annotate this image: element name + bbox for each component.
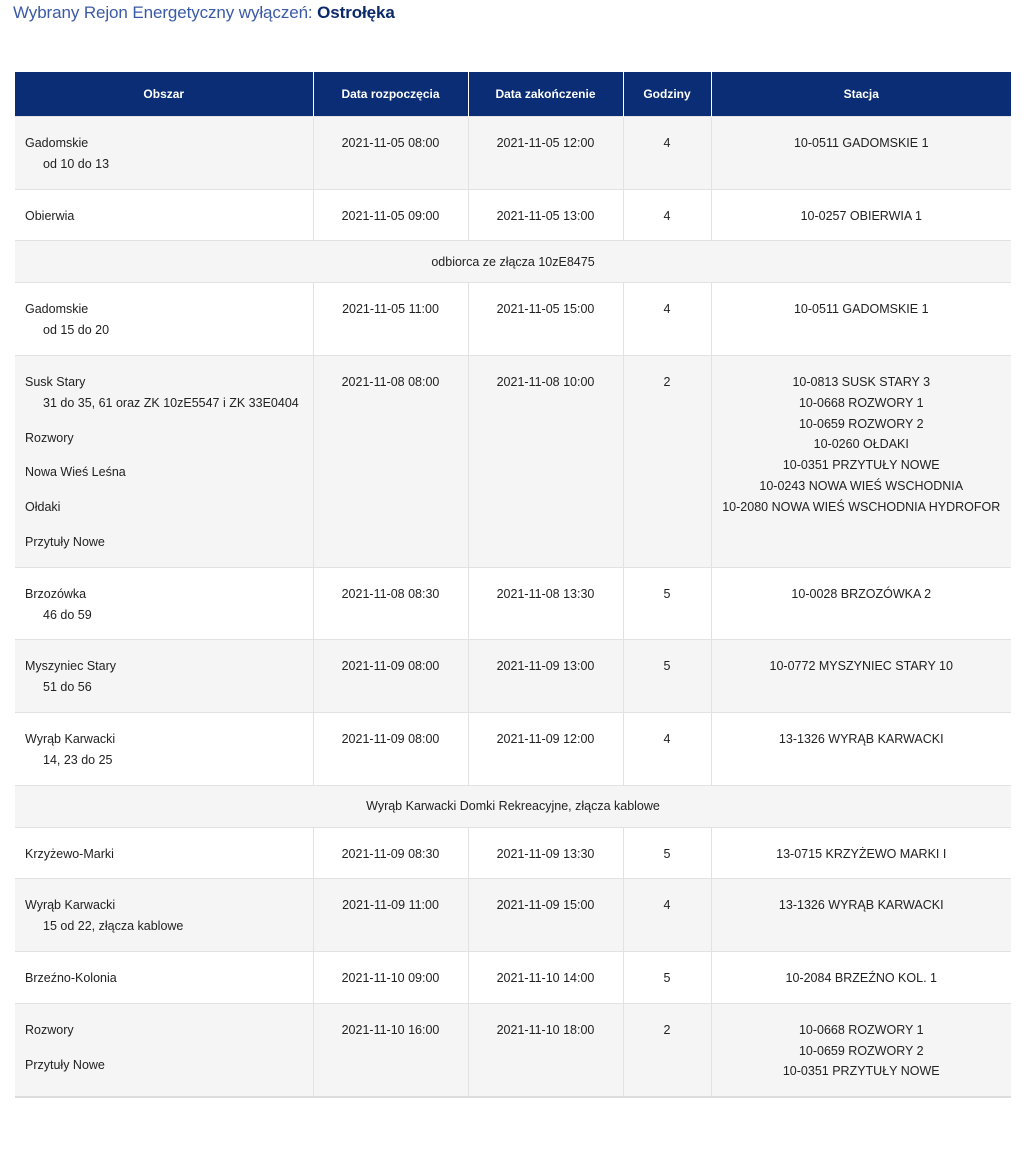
area-detail: 31 do 35, 61 oraz ZK 10zE5547 i ZK 33E0404 (43, 395, 299, 410)
start-date-cell: 2021-11-09 08:00 (313, 640, 468, 713)
station-name: 10-0772 MYSZYNIEC STARY 10 (769, 659, 953, 674)
station-cell (711, 355, 1011, 567)
station-cell (711, 117, 1011, 190)
station-name: 10-0813 SUSK STARY 3 (792, 374, 931, 389)
station-name: 10-0351 PRZYTUŁY NOWE (782, 1064, 940, 1079)
area-entry (25, 206, 312, 227)
table-row (15, 712, 1011, 785)
header-row (15, 72, 1011, 117)
start-date-cell: 2021-11-08 08:00 (313, 355, 468, 567)
area-cell (15, 712, 313, 785)
station-name: 10-0028 BRZOZÓWKA 2 (791, 586, 932, 601)
table-row (15, 283, 1011, 356)
column-header-area[interactable]: Obszar (15, 72, 313, 117)
area-name: Rozwory (25, 1022, 74, 1037)
station-cell (711, 1003, 1011, 1096)
area-entry (25, 968, 312, 989)
start-date-cell: 2021-11-09 11:00 (313, 879, 468, 952)
area-cell (15, 117, 313, 190)
station-cell (711, 827, 1011, 879)
station-cell (711, 283, 1011, 356)
area-entry (25, 1055, 312, 1076)
area-entry (25, 656, 312, 698)
area-name: Ołdaki (25, 500, 61, 515)
area-name: Susk Stary (25, 374, 86, 389)
station-name: 13-1326 WYRĄB KARWACKI (778, 898, 944, 913)
area-entry (25, 844, 312, 865)
outage-table-container (15, 72, 1011, 1098)
hours-cell: 4 (623, 117, 711, 190)
end-date-cell: 2021-11-09 12:00 (468, 712, 623, 785)
area-name: Rozwory (25, 430, 74, 445)
area-name: Przytuły Nowe (25, 1057, 105, 1072)
heading-region: Ostrołęka (317, 3, 395, 22)
area-name: Przytuły Nowe (25, 534, 105, 549)
hours-cell: 4 (623, 189, 711, 241)
heading-prefix: Wybrany Rejon Energetyczny wyłączeń: (13, 3, 313, 22)
table-row (15, 1003, 1011, 1096)
area-detail: 15 od 22, złącza kablowe (43, 919, 184, 934)
end-date-cell: 2021-11-10 18:00 (468, 1003, 623, 1096)
column-header-end-date[interactable]: Data zakończenie (468, 72, 623, 117)
table-row (15, 355, 1011, 567)
station-name: 13-1326 WYRĄB KARWACKI (778, 731, 944, 746)
start-date-cell: 2021-11-05 08:00 (313, 117, 468, 190)
station-name: 10-0351 PRZYTUŁY NOWE (782, 458, 940, 473)
area-cell (15, 283, 313, 356)
area-cell (15, 1003, 313, 1096)
hours-cell: 4 (623, 283, 711, 356)
table-row (15, 879, 1011, 952)
page-heading (13, 3, 395, 23)
end-date-cell: 2021-11-10 14:00 (468, 951, 623, 1003)
station-cell (711, 712, 1011, 785)
hours-cell: 5 (623, 951, 711, 1003)
area-name: Nowa Wieś Leśna (25, 465, 126, 480)
station-cell (711, 879, 1011, 952)
start-date-cell: 2021-11-08 08:30 (313, 567, 468, 640)
station-name: 10-0511 GADOMSKIE 1 (793, 302, 929, 317)
start-date-cell: 2021-11-05 11:00 (313, 283, 468, 356)
area-detail: od 10 do 13 (43, 156, 110, 171)
area-entry (25, 895, 312, 937)
note-text: odbiorca ze złącza 10zE8475 (15, 241, 1011, 283)
station-name: 10-0659 ROZWORY 2 (798, 1043, 924, 1058)
area-entry (25, 299, 312, 341)
station-cell (711, 951, 1011, 1003)
start-date-cell: 2021-11-09 08:00 (313, 712, 468, 785)
area-entry (25, 1020, 312, 1041)
column-header-start-date[interactable]: Data rozpoczęcia (313, 72, 468, 117)
note-text: Wyrąb Karwacki Domki Rekreacyjne, złącza kablowe (15, 785, 1011, 827)
area-cell (15, 640, 313, 713)
area-cell (15, 189, 313, 241)
hours-cell: 2 (623, 1003, 711, 1096)
area-cell (15, 879, 313, 952)
station-name: 10-0257 OBIERWIA 1 (800, 208, 922, 223)
end-date-cell: 2021-11-05 13:00 (468, 189, 623, 241)
area-cell (15, 827, 313, 879)
table-row (15, 827, 1011, 879)
end-date-cell: 2021-11-09 15:00 (468, 879, 623, 952)
start-date-cell: 2021-11-10 16:00 (313, 1003, 468, 1096)
station-name: 10-0659 ROZWORY 2 (798, 416, 924, 431)
area-cell (15, 567, 313, 640)
end-date-cell: 2021-11-05 12:00 (468, 117, 623, 190)
area-entry (25, 497, 312, 518)
station-name: 10-0243 NOWA WIEŚ WSCHODNIA (759, 478, 964, 493)
start-date-cell: 2021-11-10 09:00 (313, 951, 468, 1003)
table-body (15, 117, 1011, 1097)
area-entry (25, 729, 312, 771)
area-entry (25, 428, 312, 449)
area-name: Gadomskie (25, 302, 89, 317)
area-entry (25, 532, 312, 553)
area-name: Krzyżewo-Marki (25, 846, 114, 861)
area-cell (15, 951, 313, 1003)
station-name: 13-0715 KRZYŻEWO MARKI I (776, 846, 947, 861)
start-date-cell: 2021-11-05 09:00 (313, 189, 468, 241)
area-name: Gadomskie (25, 136, 89, 150)
start-date-cell: 2021-11-09 08:30 (313, 827, 468, 879)
area-cell (15, 355, 313, 567)
table-header (15, 72, 1011, 117)
area-entry (25, 372, 312, 414)
area-detail: 46 do 59 (43, 607, 92, 622)
area-name: Obierwia (25, 208, 75, 223)
area-entry (25, 462, 312, 483)
table-row (15, 189, 1011, 241)
hours-cell: 5 (623, 827, 711, 879)
table-row (15, 567, 1011, 640)
station-name: 10-0511 GADOMSKIE 1 (793, 136, 929, 150)
hours-cell: 4 (623, 879, 711, 952)
station-cell (711, 567, 1011, 640)
end-date-cell: 2021-11-09 13:00 (468, 640, 623, 713)
hours-cell: 2 (623, 355, 711, 567)
table-note-row (15, 785, 1011, 827)
area-entry (25, 133, 312, 175)
area-entry (25, 584, 312, 626)
area-detail: 14, 23 do 25 (43, 752, 113, 767)
station-name: 10-2084 BRZEŹNO KOL. 1 (785, 970, 937, 985)
end-date-cell: 2021-11-05 15:00 (468, 283, 623, 356)
station-cell (711, 640, 1011, 713)
table-note-row (15, 241, 1011, 283)
station-name: 10-0260 OŁDAKI (813, 437, 909, 452)
table-row (15, 117, 1011, 190)
column-header-station[interactable]: Stacja (711, 72, 1011, 117)
area-name: Myszyniec Stary (25, 659, 116, 674)
end-date-cell: 2021-11-08 10:00 (468, 355, 623, 567)
area-name: Wyrąb Karwacki (25, 731, 116, 746)
area-name: Brzozówka (25, 586, 87, 601)
station-name: 10-0668 ROZWORY 1 (798, 1022, 924, 1037)
area-detail: od 15 do 20 (43, 323, 110, 338)
table-row (15, 951, 1011, 1003)
end-date-cell: 2021-11-09 13:30 (468, 827, 623, 879)
station-name: 10-2080 NOWA WIEŚ WSCHODNIA HYDROFOR (722, 499, 1001, 514)
area-name: Brzeźno-Kolonia (25, 970, 117, 985)
hours-cell: 5 (623, 567, 711, 640)
column-header-hours[interactable]: Godziny (623, 72, 711, 117)
hours-cell: 4 (623, 712, 711, 785)
table-row (15, 640, 1011, 713)
hours-cell: 5 (623, 640, 711, 713)
outage-table (15, 72, 1011, 1096)
station-name: 10-0668 ROZWORY 1 (798, 395, 924, 410)
area-name: Wyrąb Karwacki (25, 898, 116, 913)
end-date-cell: 2021-11-08 13:30 (468, 567, 623, 640)
area-detail: 51 do 56 (43, 680, 92, 695)
station-cell (711, 189, 1011, 241)
